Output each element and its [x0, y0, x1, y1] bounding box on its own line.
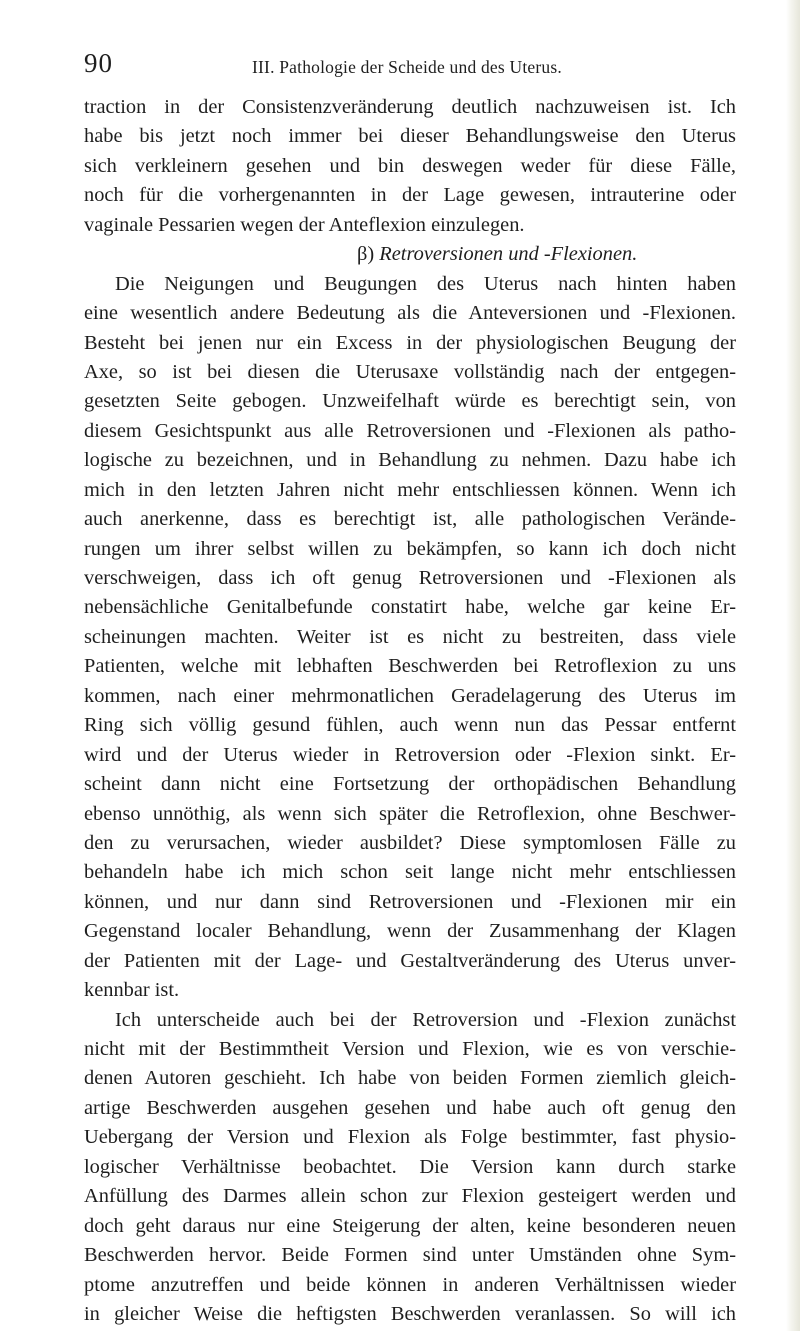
text-line: logischer Verhältnisse beobachtet. Die Version kann durch starke — [84, 1155, 736, 1178]
paragraph-1 — [84, 93, 736, 240]
text-line: behandeln habe ich mich schon seit lange nicht mehr entschliessen — [84, 861, 736, 884]
text-line: scheint dann nicht eine Fortsetzung der orthopädischen Behandlung — [84, 773, 736, 796]
text-line: verschweigen, dass ich oft genug Retroversionen und -Flexionen als — [84, 567, 736, 589]
text-line: Beschwerden hervor. Beide Formen sind unter Umständen ohne Sym- — [84, 1244, 736, 1267]
text-line: eine wesentlich andere Bedeutung als die Anteversionen und -Flexionen. — [84, 302, 736, 325]
body-text — [84, 93, 736, 1329]
text-line: auch anerkenne, dass es berechtigt ist, alle pathologischen Verände- — [84, 508, 736, 531]
text-line: den zu verursachen, wieder ausbildet? Diese symptomlosen Fälle zu — [84, 831, 736, 854]
paragraph-3 — [84, 1006, 736, 1330]
section-title: Retroversionen und -Flexionen. — [379, 243, 638, 266]
text-line: wird und der Uterus wieder in Retroversion oder -Flexion sinkt. Er- — [84, 743, 736, 766]
text-line: habe bis jetzt noch immer bei dieser Behandlungsweise den Uterus — [84, 125, 736, 148]
text-line: können, und nur dann sind Retroversionen und -Flexionen mir ein — [84, 890, 736, 913]
text-line: Patienten, welche mit lebhaften Beschwerden bei Retroflexion zu uns — [84, 655, 736, 678]
text-line: Ring sich völlig gesund fühlen, auch wenn nun das Pessar entfernt — [84, 714, 736, 737]
page-edge-shadow — [786, 0, 800, 1331]
text-line: logische zu bezeichnen, und in Behandlung zu nehmen. Dazu habe ich — [84, 449, 736, 472]
text-line: Anfüllung des Darmes allein schon zur Flexion gesteigert werden und — [84, 1185, 736, 1208]
text-line: nebensächliche Genitalbefunde constatirt habe, welche gar keine Er- — [84, 596, 736, 619]
text-line: ptome anzutreffen und beide können in anderen Verhältnissen wieder — [84, 1273, 736, 1296]
text-line: sich verkleinern gesehen und bin deswegen weder für diese Fälle, — [84, 154, 736, 177]
text-line: artige Beschwerden ausgehen gesehen und habe auch oft genug den — [84, 1096, 736, 1119]
text-line: in gleicher Weise die heftigsten Beschwerden veranlassen. So will ich — [84, 1302, 736, 1325]
text-line: ebenso unnöthig, als wenn sich später die Retroflexion, ohne Beschwer- — [84, 802, 736, 825]
paragraph-2 — [84, 270, 736, 1006]
running-title: III. Pathologie der Scheide und des Uterus. — [252, 57, 562, 77]
page-header — [84, 48, 724, 82]
text-line: Besteht bei jenen nur ein Excess in der physiologischen Beugung der — [84, 331, 736, 354]
page-number: 90 — [84, 48, 113, 78]
section-marker: β) — [357, 243, 375, 266]
text-line: doch geht daraus nur eine Steigerung der alten, keine besonderen neuen — [84, 1214, 736, 1237]
text-line: diesem Gesichtspunkt aus alle Retroversionen und -Flexionen als patho- — [84, 419, 736, 442]
section-heading — [84, 240, 736, 269]
text-line: traction in der Consistenzveränderung deutlich nachzuweisen ist. Ich — [84, 96, 736, 118]
text-line: rungen um ihrer selbst willen zu bekämpfen, so kann ich doch nicht — [84, 537, 736, 560]
text-line: nicht mit der Bestimmtheit Version und Flexion, wie es von verschie- — [84, 1038, 736, 1060]
text-line: noch für die vorhergenannten in der Lage gewesen, intrauterine oder — [84, 184, 736, 207]
text-line: Ich unterscheide auch bei der Retroversion und -Flexion zunächst — [115, 1008, 736, 1031]
text-line: denen Autoren geschieht. Ich habe von beiden Formen ziemlich gleich- — [84, 1067, 736, 1090]
text-line: vaginale Pessarien wegen der Anteflexion einzulegen. — [84, 213, 525, 236]
text-line: mich in den letzten Jahren nicht mehr entschliessen können. Wenn ich — [84, 478, 736, 501]
text-line: scheinungen machten. Weiter ist es nicht zu bestreiten, dass viele — [84, 625, 736, 648]
text-line: gesetzten Seite gebogen. Unzweifelhaft würde es berechtigt sein, von — [84, 390, 736, 413]
text-line: der Patienten mit der Lage- und Gestaltveränderung des Uterus unver- — [84, 949, 736, 972]
text-line: Uebergang der Version und Flexion als Folge bestimmter, fast physio- — [84, 1126, 736, 1149]
text-line: Gegenstand localer Behandlung, wenn der Zusammenhang der Klagen — [84, 920, 736, 943]
text-line: kommen, nach einer mehrmonatlichen Geradelagerung des Uterus im — [84, 684, 736, 707]
text-line: Die Neigungen und Beugungen des Uterus nach hinten haben — [115, 272, 736, 295]
text-line: Axe, so ist bei diesen die Uterusaxe vollständig nach der entgegen- — [84, 360, 736, 383]
text-line: kennbar ist. — [84, 979, 180, 1002]
